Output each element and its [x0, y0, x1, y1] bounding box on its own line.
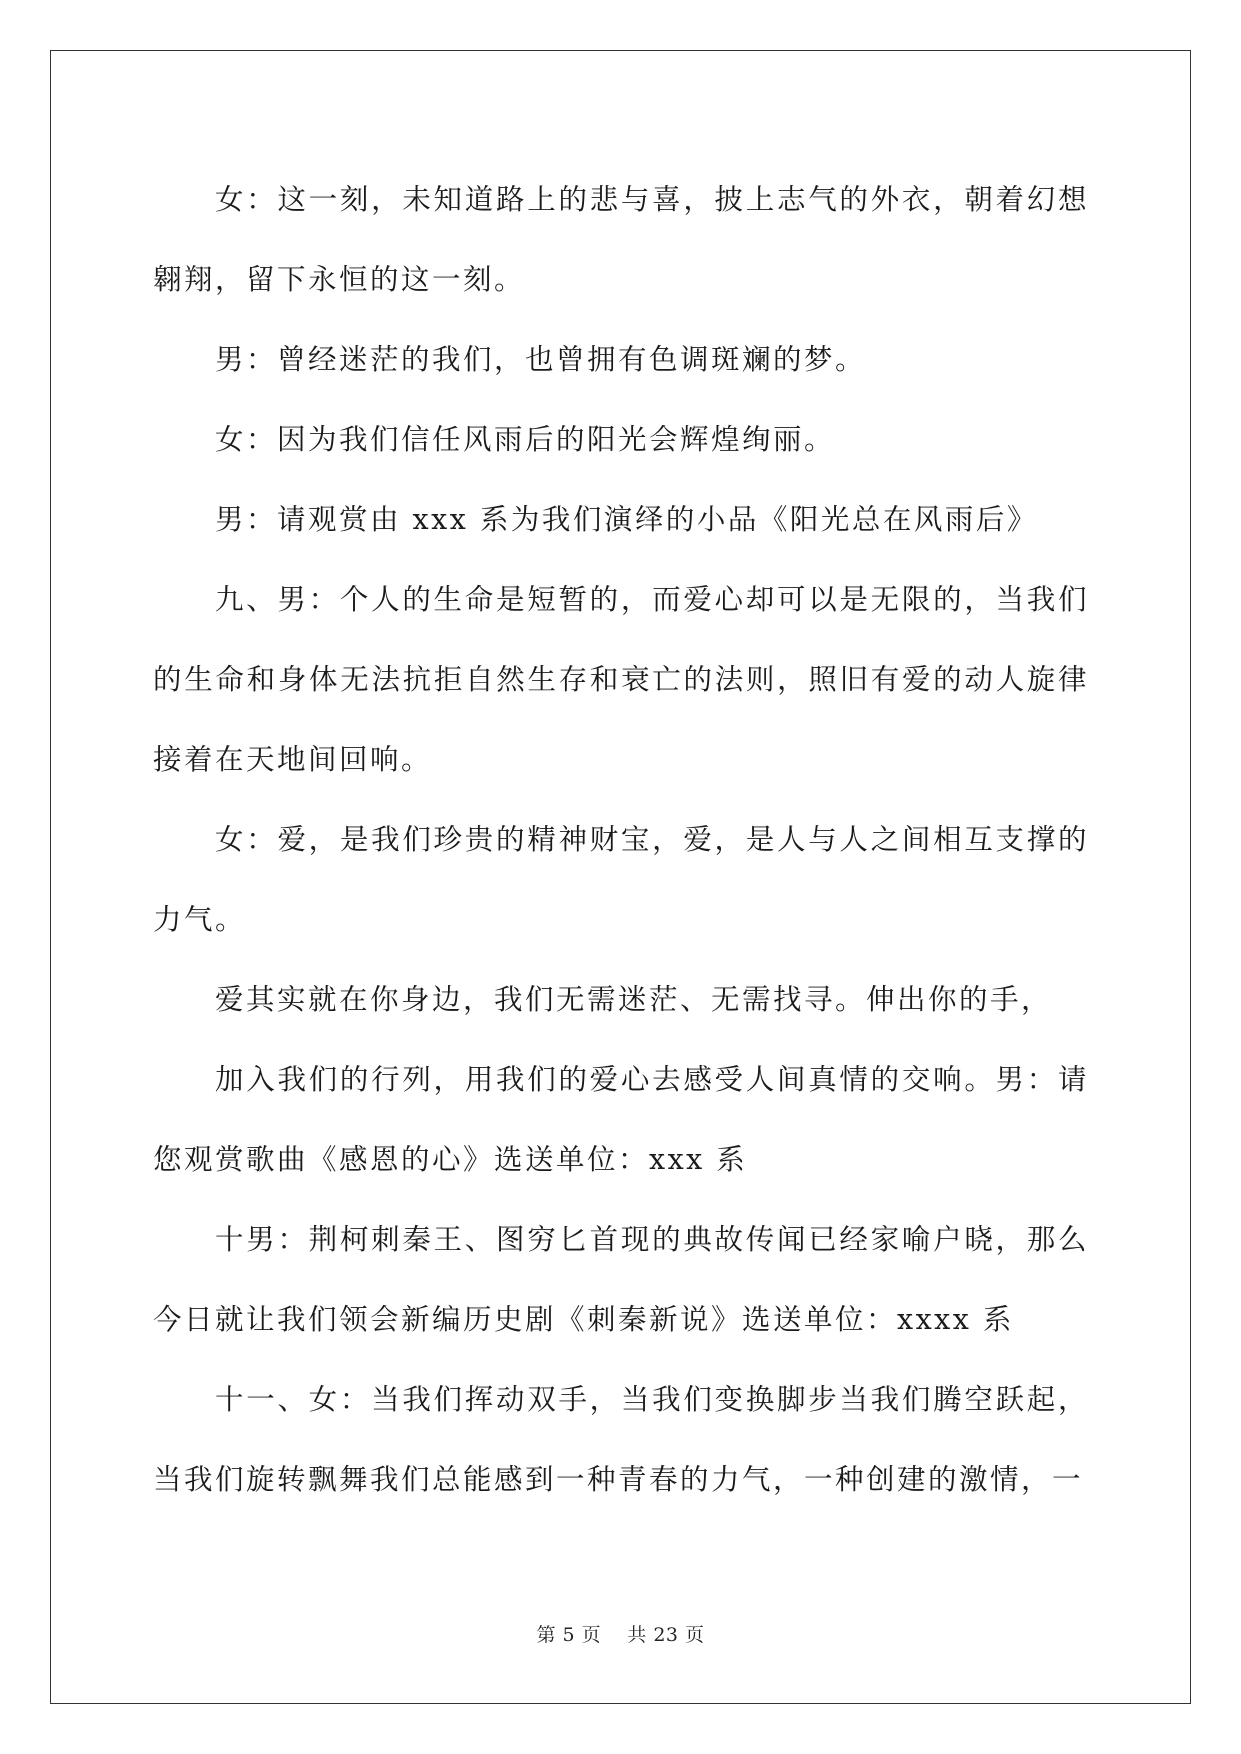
- paragraph: 男：请观赏由 xxx 系为我们演绎的小品《阳光总在风雨后》: [215, 503, 1038, 536]
- paragraph: 十男：荆柯刺秦王、图穷匕首现的典故传闻已经家喻户晓，那么今日就让我们领会新编历史剧《刺秦新说》选送单位：xxxx 系: [153, 1223, 1089, 1336]
- document-body: [153, 160, 1089, 1520]
- current-page-number: 第 5 页: [536, 1624, 602, 1646]
- paragraph: 男：曾经迷茫的我们，也曾拥有色调斑斓的梦。: [215, 343, 867, 376]
- paragraph: 九、男：个人的生命是短暂的，而爱心却可以是无限的，当我们的生命和身体无法抗拒自然生存和衰亡的法则，照旧有爱的动人旋律接着在天地间回响。: [153, 583, 1089, 776]
- paragraph: 加入我们的行列，用我们的爱心去感受人间真情的交响。男：请您观赏歌曲《感恩的心》选送单位：xxx 系: [153, 1063, 1089, 1176]
- paragraph: 女：因为我们信任风雨后的阳光会辉煌绚丽。: [215, 423, 836, 456]
- paragraph: 女：爱，是我们珍贵的精神财宝，爱，是人与人之间相互支撑的力气。: [153, 823, 1089, 936]
- paragraph: 女：这一刻，未知道路上的悲与喜，披上志气的外衣，朝着幻想翱翔，留下永恒的这一刻。: [153, 183, 1089, 296]
- page-footer: [0, 1620, 1241, 1647]
- paragraph: 十一、女：当我们挥动双手，当我们变换脚步当我们腾空跃起，当我们旋转飘舞我们总能感到一种青春的力气，一种创建的激情，一: [153, 1383, 1089, 1496]
- paragraph: 爱其实就在你身边，我们无需迷茫、无需找寻。伸出你的手，: [215, 983, 1053, 1016]
- total-page-count: 共 23 页: [627, 1624, 705, 1646]
